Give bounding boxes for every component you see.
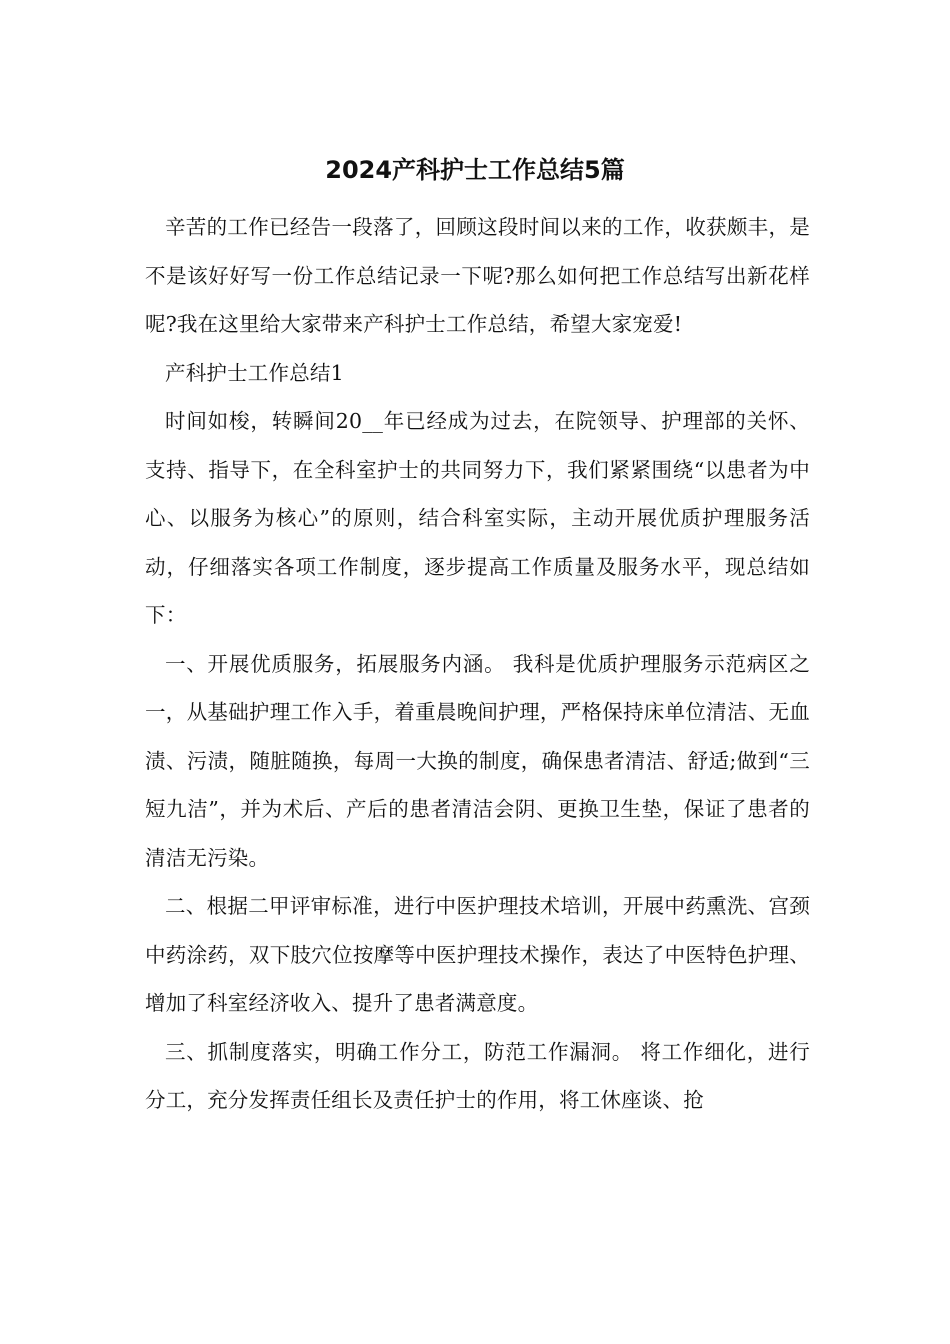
document-title: 2024产科护士工作总结5篇 — [325, 156, 625, 184]
body-paragraph: 三、抓制度落实，明确工作分工，防范工作漏洞。 将工作细化，进行分工，充分发挥责任组长及责任护士的作用，将工休座谈、抢 — [145, 1039, 810, 1112]
intro-paragraph: 辛苦的工作已经告一段落了，回顾这段时间以来的工作，收获颇丰，是不是该好好写一份工作总结记录一下呢?那么如何把工作总结写出新花样呢?我在这里给大家带来产科护士工作总结，希望大家宠爱! — [145, 215, 810, 336]
body-paragraph: 二、根据二甲评审标准，进行中医护理技术培训，开展中药熏洗、宫颈中药涂药，双下肢穴位按摩等中医护理技术操作，表达了中医特色护理、增加了科室经济收入、提升了患者满意度。 — [145, 894, 810, 1015]
body-paragraph: 一、开展优质服务，拓展服务内涵。 我科是优质护理服务示范病区之一，从基础护理工作入手，着重晨晚间护理，严格保持床单位清洁、无血渍、污渍，随脏随换，每周一大换的制度，确保患者清洁、舒适;做到“三短九洁”，并为术后、产后的患者清洁会阴、更换卫生垫，保证了患者的清洁无污染。 — [145, 651, 810, 870]
body-paragraph: 时间如梭，转瞬间20__年已经成为过去，在院领导、护理部的关怀、支持、指导下，在全科室护士的共同努力下，我们紧紧围绕“以患者为中心、以服务为核心”的原则，结合科室实际，主动开展优质护理服务活动，仔细落实各项工作制度，逐步提高工作质量及服务水平，现总结如下： — [145, 409, 810, 627]
section-heading: 产科护士工作总结1 — [165, 360, 344, 385]
document-body — [145, 203, 810, 1125]
